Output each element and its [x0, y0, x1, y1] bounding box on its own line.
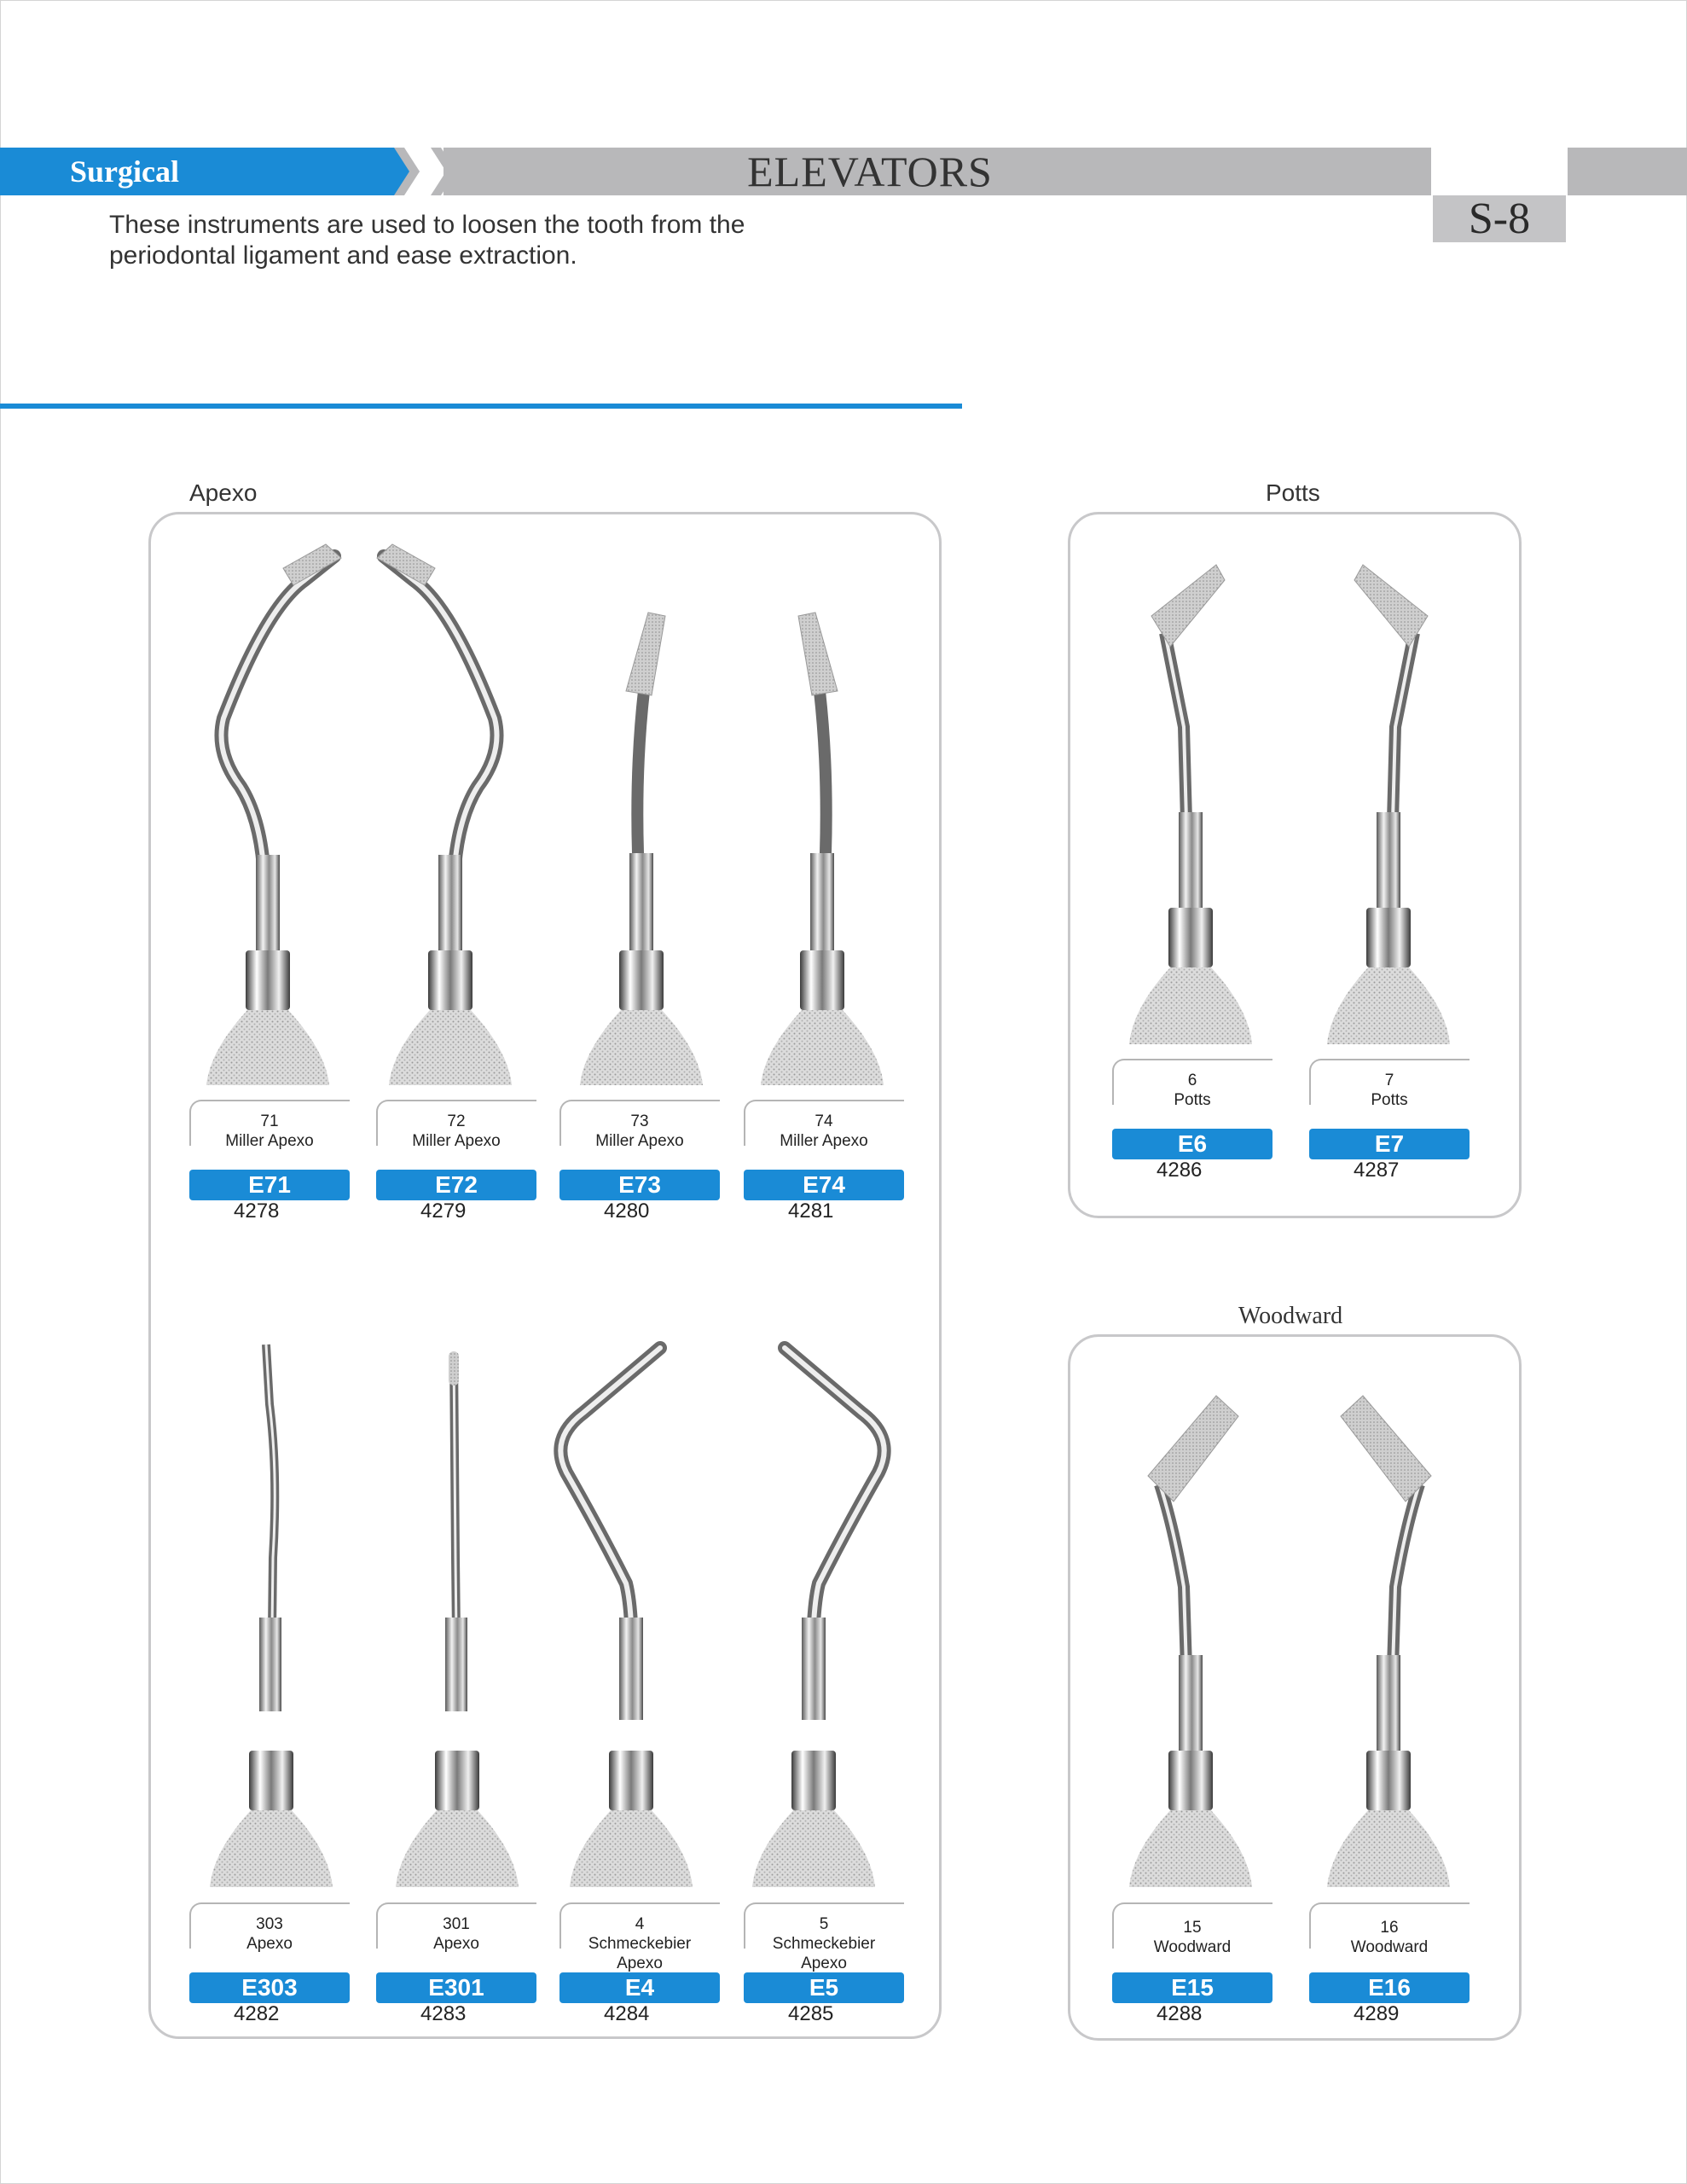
product-code-badge: E73: [559, 1170, 720, 1200]
product-code-badge: E16: [1309, 1972, 1470, 2003]
product-number: 301: [443, 1915, 470, 1933]
product-name: Schmeckebier: [772, 1935, 876, 1953]
product-name: Woodward: [1350, 1938, 1429, 1956]
product-ref: 4278: [234, 1199, 280, 1223]
product-ref: 4287: [1354, 1159, 1400, 1182]
instrument-e15-image: [1114, 1391, 1267, 1887]
section-band: [0, 148, 397, 195]
product-code-badge: E71: [189, 1170, 350, 1200]
instrument-e74-image: [747, 597, 901, 1085]
product-code-badge: E303: [189, 1972, 350, 2003]
product-card-e303: [189, 1902, 350, 2039]
section-label: Surgical: [70, 154, 180, 189]
instrument-e301-image: [379, 1336, 532, 1887]
product-ref: 4282: [234, 2002, 280, 2025]
header-rule: [0, 404, 962, 409]
group-title-apexo: Apexo: [189, 479, 258, 506]
product-number: 5: [819, 1915, 829, 1933]
product-card-e73: [559, 1100, 720, 1236]
product-code-badge: E5: [744, 1972, 904, 2003]
product-card-e71: [189, 1100, 350, 1236]
product-card-e74: [744, 1100, 904, 1236]
product-name-line2: Apexo: [801, 1955, 847, 1972]
product-name: Woodward: [1153, 1938, 1232, 1956]
product-ref: 4283: [420, 2002, 467, 2025]
product-card-e72: [376, 1100, 536, 1236]
product-ref: 4285: [788, 2002, 834, 2025]
product-card-e15: [1112, 1902, 1272, 2039]
chevron-right-icon: [394, 148, 420, 195]
instrument-e6-image: [1114, 556, 1267, 1044]
instrument-e16-image: [1312, 1391, 1465, 1887]
product-code-badge: E74: [744, 1170, 904, 1200]
product-code-badge: E301: [376, 1972, 536, 2003]
product-ref: 4288: [1157, 2002, 1203, 2025]
product-number: 71: [260, 1112, 279, 1130]
page-title: ELEVATORS: [747, 148, 993, 195]
product-code-badge: E72: [376, 1170, 536, 1200]
product-card-e5: [744, 1902, 904, 2039]
group-title-potts: Potts: [1266, 479, 1320, 506]
product-name: Potts: [1174, 1091, 1211, 1109]
product-number: 72: [447, 1112, 466, 1130]
product-code-badge: E7: [1309, 1129, 1470, 1159]
product-number: 7: [1384, 1072, 1394, 1089]
product-name: Miller Apexo: [780, 1132, 868, 1150]
product-name: Miller Apexo: [412, 1132, 501, 1150]
product-ref: 4284: [604, 2002, 650, 2025]
product-ref: 4279: [420, 1199, 467, 1223]
product-ref: 4281: [788, 1199, 834, 1223]
instrument-e7-image: [1312, 556, 1465, 1044]
product-card-e6: [1112, 1059, 1272, 1195]
instrument-e303-image: [193, 1336, 346, 1887]
product-name: Apexo: [246, 1935, 293, 1953]
product-number: 303: [256, 1915, 283, 1933]
page-code: S-8: [1433, 195, 1566, 242]
product-ref: 4280: [604, 1199, 650, 1223]
product-code-badge: E6: [1112, 1129, 1272, 1159]
product-name: Potts: [1371, 1091, 1408, 1109]
product-name: Schmeckebier: [588, 1935, 692, 1953]
instrument-e72-image: [375, 539, 529, 1085]
product-ref: 4286: [1157, 1159, 1203, 1182]
instrument-e4-image: [532, 1336, 703, 1887]
instrument-e5-image: [751, 1336, 921, 1887]
instrument-e73-image: [563, 597, 716, 1085]
product-number: 6: [1187, 1072, 1197, 1089]
product-card-e301: [376, 1902, 536, 2039]
intro-text: These instruments are used to loosen the tooth from the periodontal ligament and ease extraction.: [109, 211, 745, 270]
product-number: 73: [630, 1112, 649, 1130]
group-title-woodward: Woodward: [1238, 1303, 1343, 1329]
product-name: Miller Apexo: [595, 1132, 684, 1150]
title-band-end: [1568, 148, 1687, 195]
product-name: Miller Apexo: [225, 1132, 314, 1150]
product-name-line2: Apexo: [617, 1955, 663, 1972]
product-number: 74: [815, 1112, 833, 1130]
product-number: 15: [1183, 1919, 1202, 1937]
product-ref: 4289: [1354, 2002, 1400, 2025]
product-card-e16: [1309, 1902, 1470, 2039]
product-code-badge: E15: [1112, 1972, 1272, 2003]
product-card-e7: [1309, 1059, 1470, 1195]
product-number: 4: [635, 1915, 645, 1933]
product-card-e4: [559, 1902, 720, 2039]
product-number: 16: [1380, 1919, 1399, 1937]
product-code-badge: E4: [559, 1972, 720, 2003]
product-name: Apexo: [433, 1935, 479, 1953]
instrument-e71-image: [189, 539, 343, 1085]
